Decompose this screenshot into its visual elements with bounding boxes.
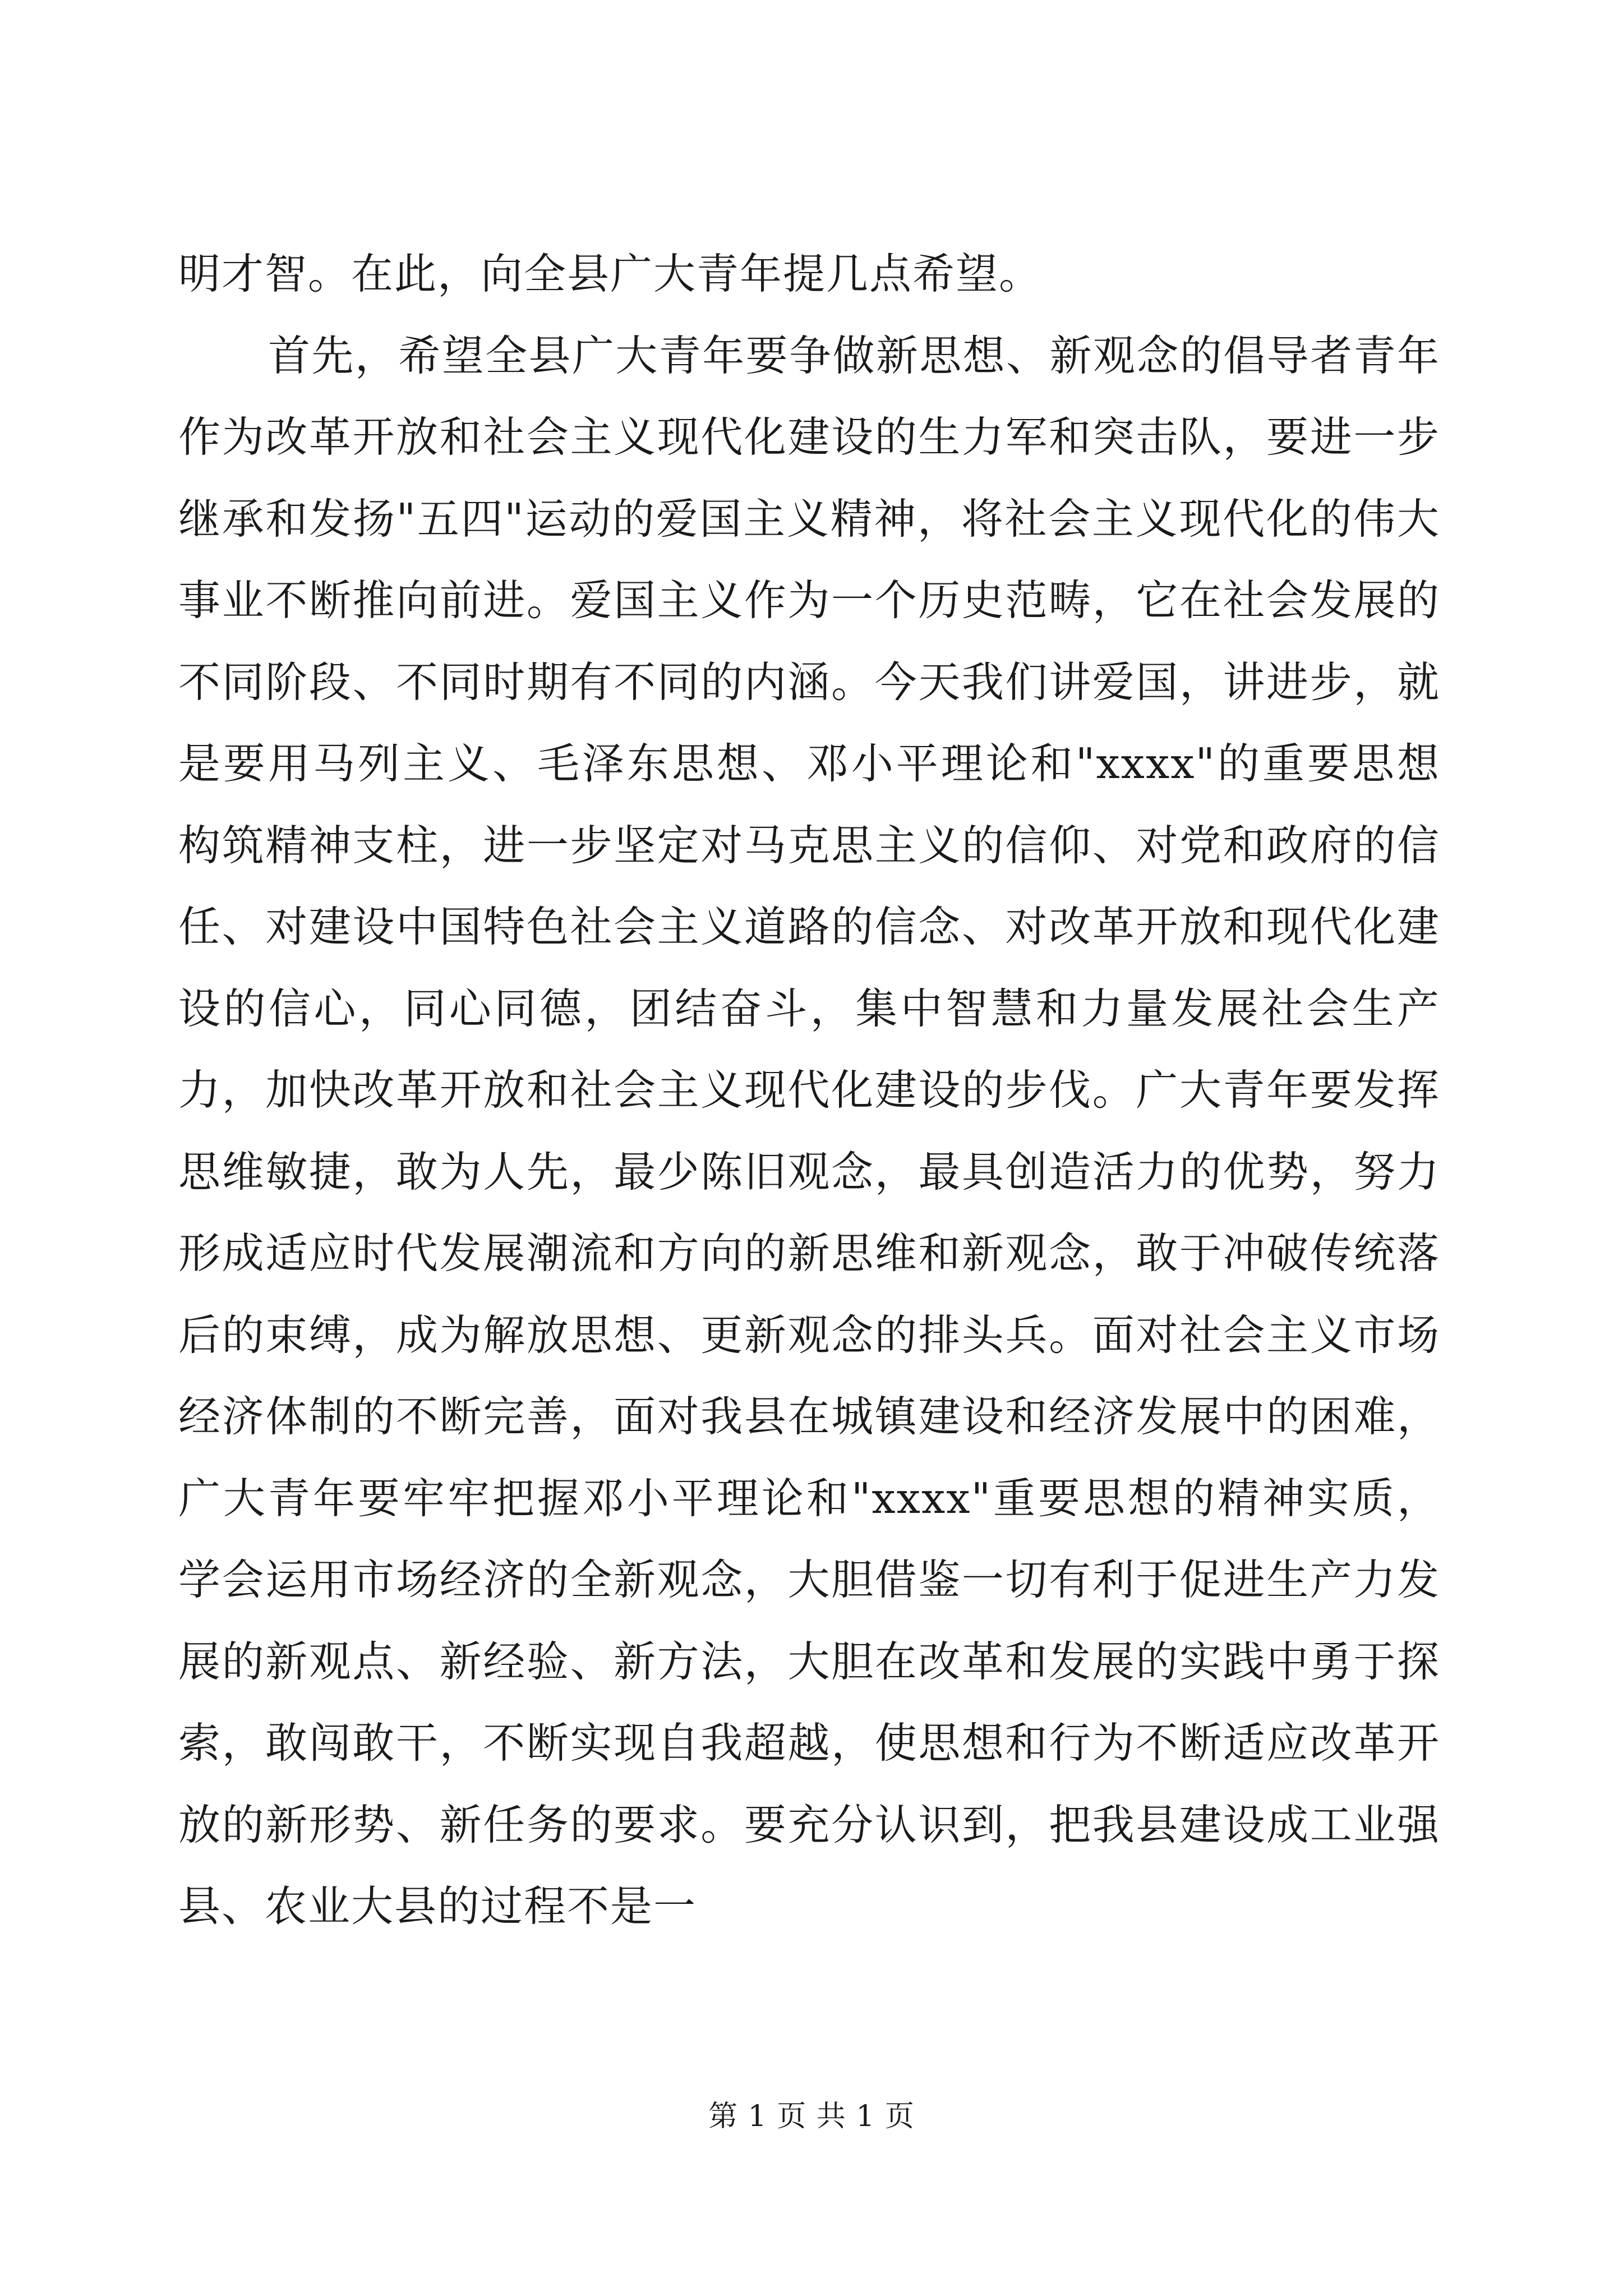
paragraph-continuation: 明才智。在此，向全县广大青年提几点希望。 [178,249,1043,298]
document-body [178,233,1440,1948]
paragraph-main: 首先，希望全县广大青年要争做新思想、新观念的倡导者青年作为改革开放和社会主义现代化建设的生力军和突击队，要进一步继承和发扬"五四"运动的爱国主义精神，将社会主义现代化的伟大事业不断推向前进。爱国主义作为一个历史范畴，它在社会发展的不同阶段、不同时期有不同的内涵。今天我们讲爱国，讲进步，就是要用马列主义、毛泽东思想、邓小平理论和"xxxx"的重要思想构筑精神支柱，进一步坚定对马克思主义的信仰、对党和政府的信任、对建设中国特色社会主义道路的信念、对改革开放和现代化建设的信心，同心同德，团结奋斗，集中智慧和力量发展社会生产力，加快改革开放和社会主义现代化建设的步伐。广大青年要发挥思维敏捷，敢为人先，最少陈旧观念，最具创造活力的优势，努力形成适应时代发展潮流和方向的新思维和新观念，敢于冲破传统落后的束缚，成为解放思想、更新观念的排头兵。面对社会主义市场经济体制的不断完善，面对我县在城镇建设和经济发展中的困难，广大青年要牢牢把握邓小平理论和"xxxx"重要思想的精神实质，学会运用市场经济的全新观念，大胆借鉴一切有利于促进生产力发展的新观点、新经验、新方法，大胆在改革和发展的实践中勇于探索，敢闯敢干，不断实现自我超越，使思想和行为不断适应改革开放的新形势、新任务的要求。要充分认识到，把我县建设成工业强县、农业大县的过程不是一 [178,330,1440,1931]
page-footer: 第 1 页 共 1 页 [708,2100,915,2133]
